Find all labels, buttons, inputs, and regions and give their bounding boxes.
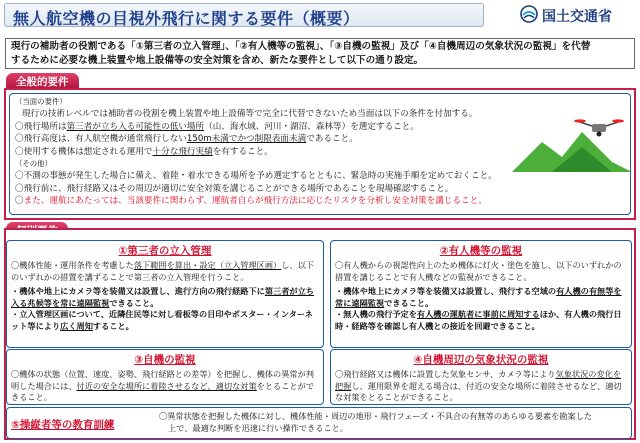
card-weather: [330, 349, 632, 405]
bullet-altitude: 〇飛行高度は、有人航空機が通常飛行しない150m未満でかつ制限表面未満であること。: [15, 134, 358, 145]
other-risk: 〇また、運航にあたっては、当該要件に関わらず、運航者自らが飛行方法に応じたリスクを分析し安全対策を講じること。: [15, 196, 487, 207]
card-title: ①第三者の立入管理: [118, 245, 212, 257]
card-title: ⑤操縦者等の教育訓練: [11, 419, 115, 431]
intro-line-2: するために必要な機上装置や地上設備等の安全対策を含め、新たな要件として以下の通り設定。: [11, 55, 424, 66]
other-label: （その他）: [15, 159, 52, 169]
card-title: ③自機の監視: [134, 354, 196, 366]
bullet-location: 〇飛行場所は第三者が立ち入る可能性の低い場所（山、海水域、河川・湖沼、森林等）を選定すること。: [15, 121, 419, 132]
intro-line-1: 現行の補助者の役割である「①第三者の立入管理」、「②有人機等の監視」、「③自機の監視」及び「④自機周辺の気象状況の監視」を代替: [11, 41, 591, 52]
general-section: [4, 88, 636, 220]
card-text: 〇機体性能・運用条件を考慮した落下範囲を算出・設定（立入管理区画）し、以下のいずれかの措置を講ずることで第三者の立入管理を行うこと。: [11, 260, 314, 282]
current-lead: 現行の技術レベルでは補助者の役割を機上装置や地上設備等で完全に代替できないため当面は以下の条件を付加する。: [22, 109, 478, 120]
other-site-check: 〇飛行前に、飛行経路又はその周辺が適切に安全対策を講じることができる場所であることを現場確認すること。: [15, 183, 454, 194]
card-third-party: [6, 240, 324, 348]
card-text: ・無人機の飛行予定を有人機の運航者に事前に周知するほか、有人機の飛行日時・経路等を確認し有人機との接近を回避できること。: [335, 309, 622, 331]
bullet-track-record: 〇使用する機体は想定される運用で十分な飛行実績を有すること。: [15, 146, 273, 157]
intro-box: [5, 38, 635, 69]
card-text: 〇異常状態を把握した機体に対し、機体性能・周辺の地形・飛行フェーズ・不具合の有無等のあらゆる要素を勘案した 上で、最適な判断を迅速に行い操作できること。: [159, 411, 593, 433]
card-text: 〇有人機からの視認性向上のため機体に灯火・塗色を施し、以下のいずれかの措置を講じることで有人機などの監視ができること。: [335, 260, 622, 282]
general-tab: 全般的要件: [6, 73, 79, 88]
logo-text: 国土交通省: [542, 9, 612, 25]
drone-illustration-icon: [512, 112, 632, 172]
mlit-logo: [520, 4, 638, 26]
card-text: ・立入管理区画について、近隣住民等に対し看板等の目印やポスター・インターネット等により広く周知すること。: [11, 309, 313, 331]
card-manned-aircraft: [330, 240, 632, 348]
current-label: （当面の要件）: [15, 97, 67, 106]
title-bar: [4, 3, 484, 27]
other-emergency: 〇不測の事態が発生した場合に備え、着陸・着水できる場所を予め選定するとともに、緊急時の実施手順を定めておくこと。: [15, 171, 497, 182]
card-title: ④自機周辺の気象状況の監視: [413, 354, 549, 366]
card-own-aircraft: [6, 349, 324, 405]
card-title: ②有人機等の監視: [439, 245, 523, 257]
card-text: ・機体や地上にカメラ等を装備又は設置し、進行方向の飛行経路下に第三者が立ち入る兆候等を常に遠隔監視できること。: [11, 286, 314, 308]
card-text: 〇飛行経路又は機体に設置した気象センサ、カメラ等により気象状況の変化を把握し、運用限界を超える場合は、付近の安全な場所に着陸させるなど、適切な対策をとることができること。: [335, 369, 622, 403]
card-text: ・機体や地上にカメラ等を装備又は設置し、飛行する空域の有人機の有無等を常に遠隔監視できること。: [335, 286, 622, 308]
page-title: 無人航空機の目視外飛行に関する要件（概要）: [13, 9, 360, 28]
mlit-logo-icon: [520, 5, 538, 23]
card-text: 〇機体の状態（位置、速度、姿勢、飛行経路との差等）を把握し、機体の異常が判明した場合には、付近の安全な場所に着陸させるなど、適切な対策をとることができること。: [11, 369, 314, 403]
card-training: [6, 407, 632, 439]
